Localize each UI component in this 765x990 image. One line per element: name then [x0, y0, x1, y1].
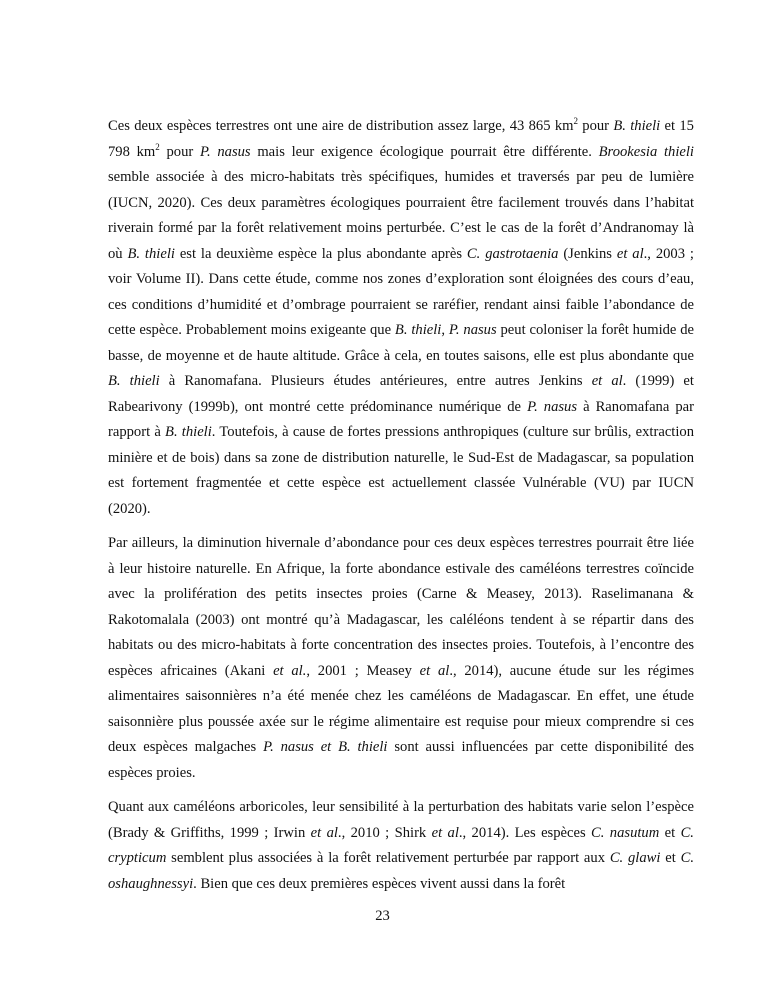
italic-term: C. oshaughnessyi [108, 850, 694, 892]
italic-term: C. crypticum [108, 824, 694, 866]
text-run: peut coloniser la forêt humide de basse, de moyenne et de haute altitude. Grâce à cela, en toutes saisons, elle est plus abondante que [108, 322, 695, 364]
text-run: ., 2010 ; Shirk [337, 824, 432, 841]
italic-term: et al. [273, 662, 307, 679]
text-run: et [659, 824, 681, 841]
text-run: Par ailleurs, la diminution hivernale d’abondance pour ces deux espèces terrestres pourrait être liée à leur histoire naturelle. En Afrique, la forte abondance estivale des caméléons terrestres coïncide avec la prolifération des petits insectes proies (Carne & Measey, 2013). Raselimanana & Rakotomalala (2003) ont montré qu’à Madagascar, les caléléons tendent à se répartir dans des habitats ou des micro-habitats à forte concentration des insectes proies. Toutefois, à l’encontre des espèces africaines (Akani [108, 535, 694, 679]
italic-term: et al [431, 824, 459, 841]
document-page [108, 114, 694, 906]
text-run: ., 2003 ; voir Volume II). Dans cette étude, comme nos zones d’exploration sont éloignées des cours d’eau, ces conditions d’humidité et d’ombrage pourraient se raréfier, rendant ainsi faible l’abondance de cette espèce. Probablement moins exigeante que [108, 245, 694, 338]
italic-term: B. thieli [127, 245, 175, 262]
text-run: . Bien que ces deux premières espèces vivent aussi dans la forêt [193, 875, 566, 892]
paragraph-arboreal-chameleons [108, 795, 694, 897]
text-run: et [660, 850, 681, 866]
italic-term: et al [591, 373, 623, 389]
text-run: Ces deux espèces terrestres ont une aire de distribution assez large, 43 865 km [108, 118, 574, 134]
text-run: Quant aux caméléons arboricoles, leur sensibilité à la perturbation des habitats varie selon l’espèce (Brady & Griffiths, 1999 ; Irwin [108, 799, 694, 841]
text-run: mais leur exigence écologique pourrait être différente. [250, 143, 599, 160]
text-run: . (1999) et Rabearivony (1999b), ont montré cette prédominance numérique de [108, 373, 694, 415]
text-run: ., 2014), aucune étude sur les régimes alimentaires saisonnières n’a été menée chez les caméléons de Madagascar. En effet, une étude saisonnière plus poussée axée sur le régime alimentaire est requise pour mieux comprendre si ces deux espèces malgaches [108, 662, 694, 755]
italic-term: P. nasus et B. thieli [263, 739, 388, 755]
italic-term: et al [310, 824, 338, 841]
text-run: , [441, 322, 449, 338]
italic-term: et al [616, 245, 644, 262]
italic-term: C. nasutum [591, 824, 660, 841]
text-run: et 15 798 km [108, 118, 694, 160]
text-run: . Toutefois, à cause de fortes pressions anthropiques (culture sur brûlis, extraction minière et de bois) dans sa zone de distribution naturelle, le Sud-Est de Madagascar, sa population est fortement fragmentée et cette espèce est actuellement classée Vulnérable (VU) par IUCN (2020). [108, 424, 694, 517]
text-run: sont aussi influencées par cette disponibilité des espèces proies. [108, 739, 694, 781]
italic-term: et al [419, 662, 450, 679]
text-run: à Ranomafana par rapport à [108, 398, 694, 440]
italic-term: C. glawi [609, 850, 661, 866]
italic-term: P. nasus [199, 143, 251, 160]
italic-term: B. thieli [165, 424, 212, 440]
italic-term: Brookesia thieli [598, 143, 694, 160]
text-run: semblent plus associées à la forêt relativement perturbée par rapport aux [166, 850, 610, 866]
text-run: pour [577, 118, 614, 134]
text-run: est la deuxième espèce la plus abondante après [174, 245, 467, 262]
italic-term: B. thieli [108, 373, 160, 389]
text-run: semble associée à des micro-habitats très spécifiques, humides et traversés par peu de lumière (IUCN, 2020). Ces deux paramètres écologiques pourraient être facilement trouvés dans l’habitat riverain formé par la forêt relativement moins perturbée. C’est le cas de la forêt d’Andranomay là où [108, 169, 694, 262]
text-run: (Jenkins [558, 245, 617, 262]
superscript: 2 [573, 116, 578, 127]
text-run: pour [159, 143, 200, 160]
italic-term: C. gastrotaenia [466, 245, 559, 262]
paragraph-brookesia-distribution [108, 114, 694, 522]
page-number: 23 [375, 908, 390, 924]
paragraph-winter-abundance [108, 531, 694, 786]
text-run: ., 2014). Les espèces [458, 824, 592, 841]
text-run: , 2001 ; Measey [306, 662, 420, 679]
text-run: à Ranomafana. Plusieurs études antérieures, entre autres Jenkins [159, 373, 592, 389]
italic-term: P. nasus [448, 322, 497, 338]
superscript: 2 [155, 141, 160, 152]
italic-term: B. thieli [613, 118, 661, 134]
italic-term: P. nasus [527, 398, 578, 415]
italic-term: B. thieli [394, 322, 442, 338]
